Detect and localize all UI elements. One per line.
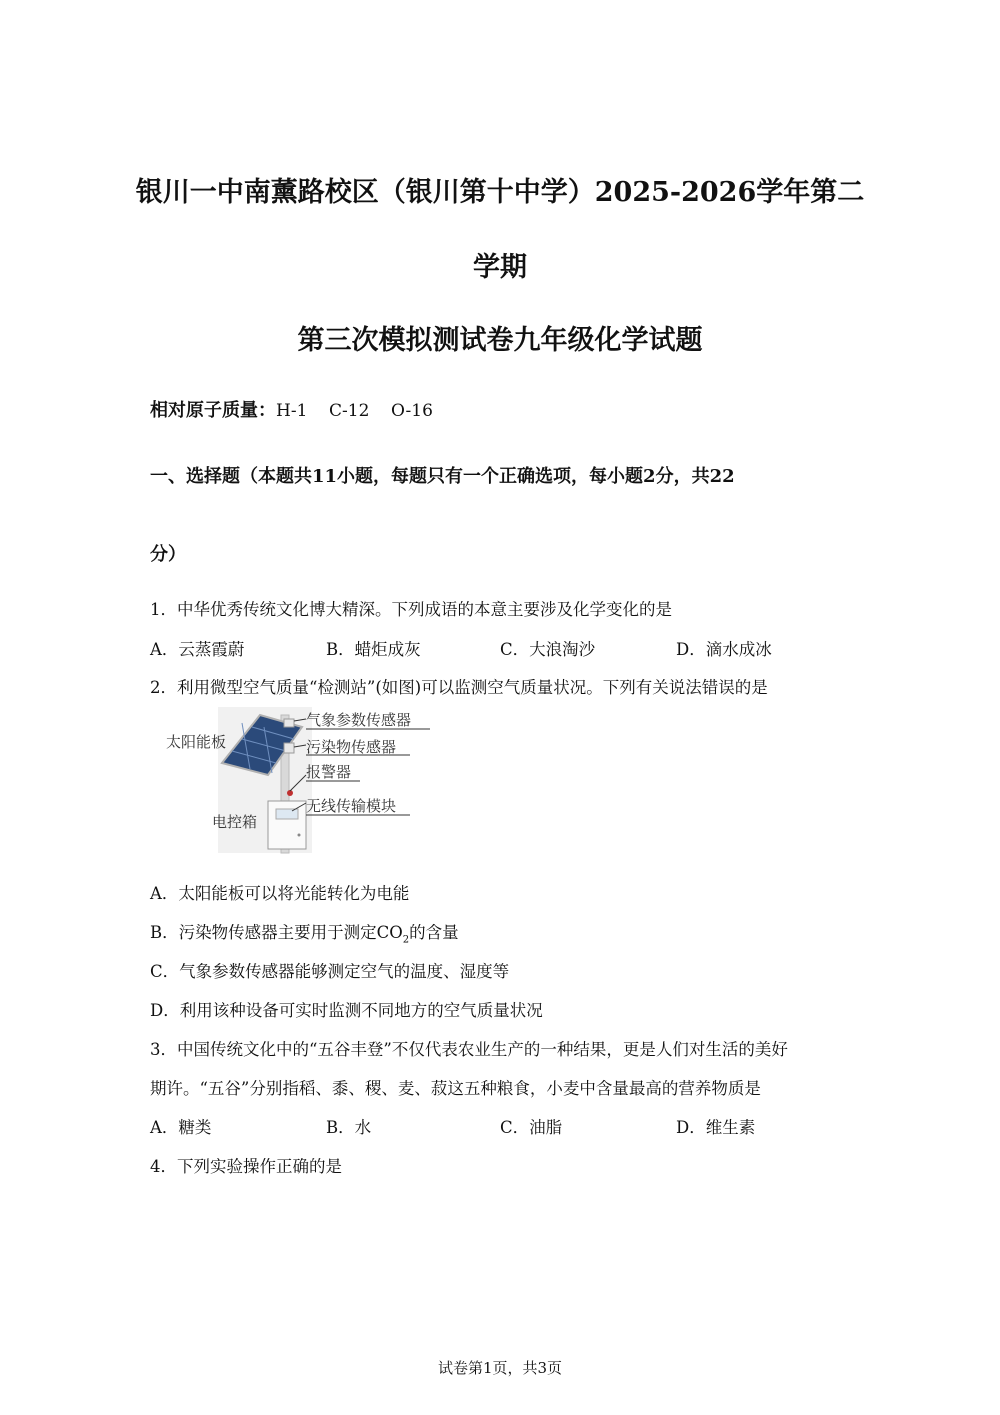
q2-option-b-text: B．污染物传感器主要用于测定 xyxy=(150,923,377,942)
label-pollutant-sensor: 污染物传感器 xyxy=(306,738,397,756)
question-3-stem-cont: 期许。“五谷”分别指稻、黍、稷、麦、菽这五种粮食，小麦中含量最高的营养物质是 xyxy=(150,1079,761,1098)
atomic-mass-label: 相对原子质量： xyxy=(150,400,276,421)
atomic-mass-values: H-1 C-12 O-16 xyxy=(276,401,433,421)
q2-option-b-formula: CO xyxy=(376,923,403,942)
q1-option-b: B．蜡炬成灰 xyxy=(326,640,421,659)
exam-title-line2: 学期 xyxy=(473,252,527,283)
q2-option-d: D．利用该种设备可实时监测不同地方的空气质量状况 xyxy=(150,1001,543,1020)
q3-option-a: A．糖类 xyxy=(150,1118,212,1137)
exam-title-line1: 银川一中南薰路校区（银川第十中学）2025-2026学年第二 xyxy=(135,177,865,208)
question-4-stem: 4．下列实验操作正确的是 xyxy=(150,1157,342,1176)
q2-option-c: C．气象参数传感器能够测定空气的温度、湿度等 xyxy=(150,962,510,981)
label-solar-panel: 太阳能板 xyxy=(166,733,227,751)
q1-option-c: C．大浪淘沙 xyxy=(500,640,596,659)
q3-option-d: D．维生素 xyxy=(676,1118,756,1137)
label-control-box: 电控箱 xyxy=(212,813,258,831)
exam-subtitle: 第三次模拟测试卷九年级化学试题 xyxy=(297,325,703,356)
label-alarm: 报警器 xyxy=(306,763,352,781)
question-3-stem: 3．中国传统文化中的“五谷丰登”不仅代表农业生产的一种结果，更是人们对生活的美好 xyxy=(150,1040,788,1059)
q3-option-b: B．水 xyxy=(326,1118,372,1137)
section1-heading-cont: 分） xyxy=(150,544,186,565)
label-wireless-module: 无线传输模块 xyxy=(306,797,397,815)
q2-option-b-subscript: 2 xyxy=(402,934,410,946)
q3-option-c: C．油脂 xyxy=(500,1118,563,1137)
q2-option-b xyxy=(150,919,459,945)
atomic-mass-line xyxy=(150,396,433,422)
page-footer: 试卷第1页，共3页 xyxy=(437,1359,563,1377)
q1-option-a: A．云蒸霞蔚 xyxy=(150,640,245,659)
question-2-stem: 2．利用微型空气质量“检测站”(如图)可以监测空气质量状况。下列有关说法错误的是 xyxy=(150,678,768,697)
q2-option-a: A．太阳能板可以将光能转化为电能 xyxy=(150,884,410,903)
label-weather-sensor: 气象参数传感器 xyxy=(306,711,412,729)
q1-option-d: D．滴水成冰 xyxy=(676,640,772,659)
question-1-stem: 1．中华优秀传统文化博大精深。下列成语的本意主要涉及化学变化的是 xyxy=(150,600,672,619)
q2-option-b-tail: 的含量 xyxy=(409,923,459,942)
section1-heading: 一、选择题（本题共11小题，每题只有一个正确选项，每小题2分，共22 xyxy=(150,466,735,487)
air-monitoring-station-figure xyxy=(160,705,440,855)
